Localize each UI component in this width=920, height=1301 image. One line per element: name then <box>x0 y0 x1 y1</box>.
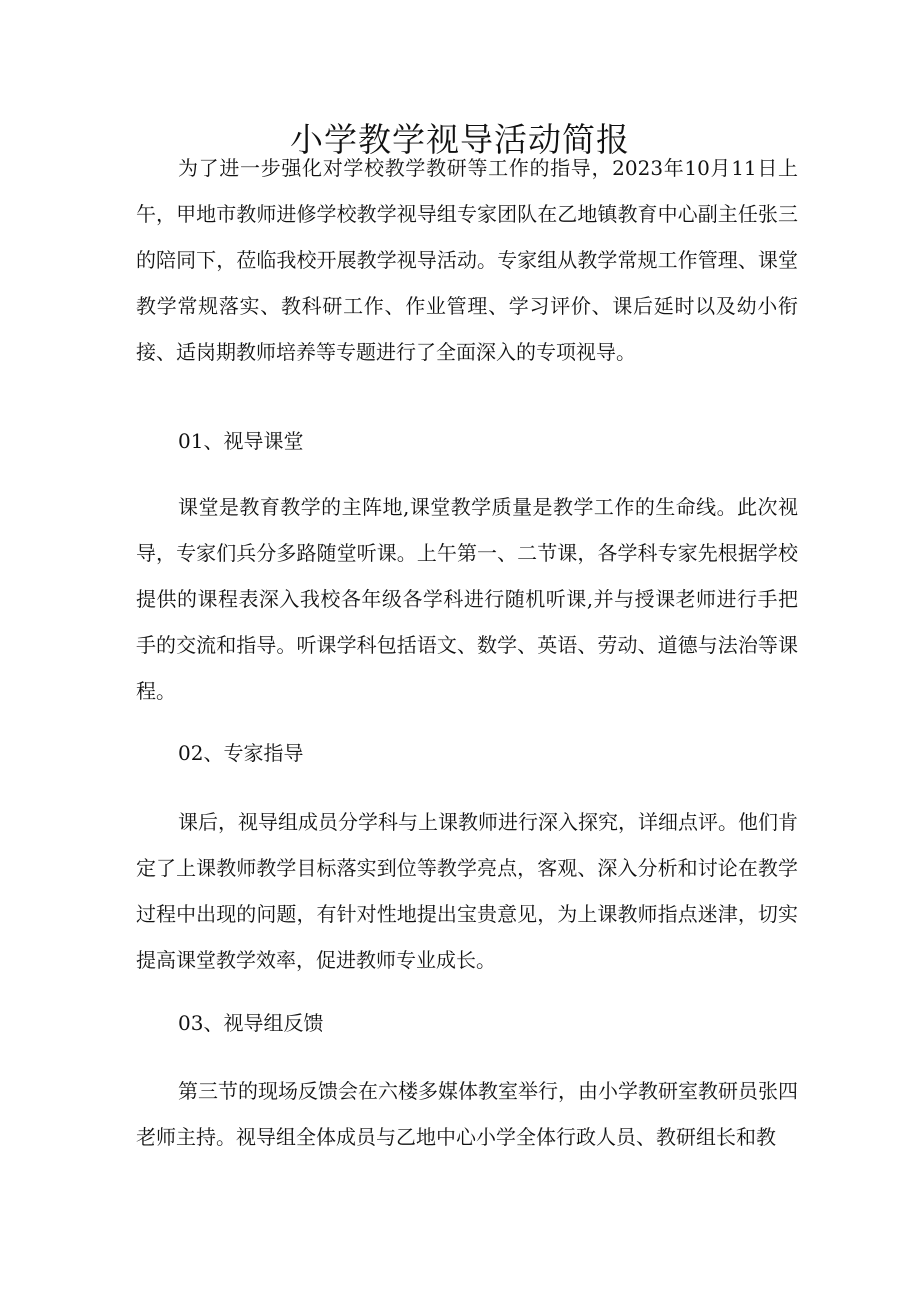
section-heading-classroom: 01、视导课堂 <box>178 429 304 453</box>
document-title: 小学教学视导活动简报 <box>290 120 630 159</box>
intro-paragraph: 为了进一步强化对学校教学教研等工作的指导，2023年10月11日上午，甲地市教师进修学校教学视导组专家团队在乙地镇教育中心副主任张三的陪同下，莅临我校开展教学视导活动。专家组从教学常规工作管理、课堂教学常规落实、教科研工作、作业管理、学习评价、课后延时以及幼小衔接、适岗期教师培养等专题进行了全面深入的专项视导。 <box>136 156 798 364</box>
section-heading-expert-guidance: 02、专家指导 <box>178 741 304 765</box>
section-paragraph-classroom: 课堂是教育教学的主阵地,课堂教学质量是教学工作的生命线。此次视导，专家们兵分多路随堂听课。上午第一、二节课，各学科专家先根据学校提供的课程表深入我校各年级各学科进行随机听课,并与授课老师进行手把手的交流和指导。听课学科包括语文、数学、英语、劳动、道德与法治等课程。 <box>136 495 798 703</box>
section-paragraph-feedback: 第三节的现场反馈会在六楼多媒体教室举行，由小学教研室教研员张四老师主持。视导组全体成员与乙地中心小学全体行政人员、教研组长和教 <box>136 1079 798 1149</box>
section-heading-feedback: 03、视导组反馈 <box>178 1011 324 1035</box>
section-paragraph-expert-guidance: 课后，视导组成员分学科与上课教师进行深入探究，详细点评。他们肯定了上课教师教学目标落实到位等教学亮点，客观、深入分析和讨论在教学过程中出现的问题，有针对性地提出宝贵意见，为上课教师指点迷津，切实提高课堂教学效率，促进教师专业成长。 <box>136 810 798 972</box>
